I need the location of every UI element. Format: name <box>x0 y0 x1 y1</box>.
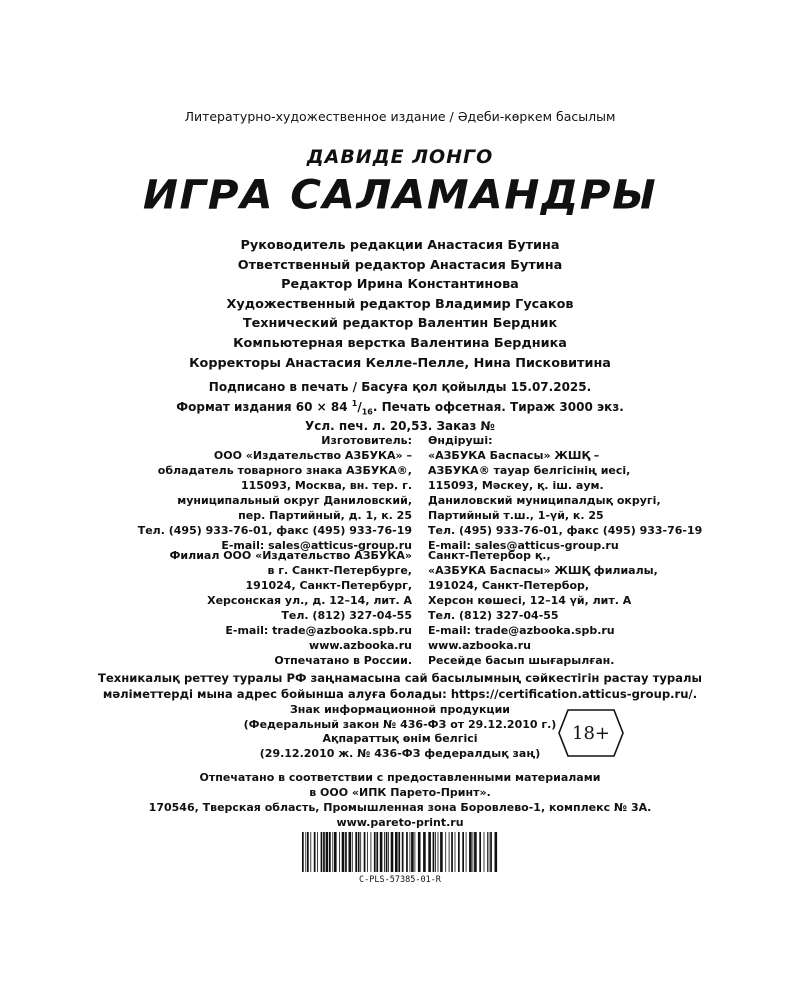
manufacturer-kz-line: Партийный т.ш., 1-үй, к. 25 <box>428 509 604 522</box>
barcode-bar <box>395 832 398 872</box>
order-line: Усл. печ. л. 20,53. Заказ № <box>305 419 495 434</box>
barcode-bar <box>380 832 383 872</box>
barcode-bar <box>384 832 385 872</box>
barcode <box>300 832 500 872</box>
barcode-bar <box>329 832 331 872</box>
info-sign-line: (29.12.2010 ж. № 436-ФЗ федералдық заң) <box>259 746 541 760</box>
signed-to-print: Подписано в печать / Басуға қол қойылды 15.07.2025. <box>208 380 592 394</box>
staff-line: Корректоры Анастасия Келле-Пелле, Нина Писковитина <box>189 355 611 371</box>
barcode-bar <box>433 832 435 872</box>
barcode-bar <box>451 832 453 872</box>
manufacturer-kz-line: Тел. (495) 933-76-01, факс (495) 933-76-19 <box>428 524 703 537</box>
barcode-bar <box>402 832 404 872</box>
branch-kz-line: Санкт-Петербор қ., <box>428 549 551 562</box>
barcode-bar <box>360 832 361 872</box>
barcode-bar <box>438 832 439 872</box>
barcode-bar <box>415 832 416 872</box>
info-product-sign <box>0 703 800 761</box>
format-line: Формат издания 60 × 84 $^1/_{16}$. Печать офсетная. Тираж 3000 экз. <box>176 398 624 416</box>
book-title: ИГРА САЛАМАНДРЫ <box>142 171 658 218</box>
manufacturer-ru-line: муниципальный округ Даниловский, <box>177 494 412 507</box>
barcode-bar <box>474 832 477 872</box>
barcode-bar <box>376 832 378 872</box>
barcode-bar <box>435 832 436 872</box>
barcode-bar <box>386 832 388 872</box>
barcode-bar <box>490 832 492 872</box>
manufacturer-ru-line: пер. Партийный, д. 1, к. 25 <box>238 509 412 522</box>
manufacturer-kz-line: Өндіруші: <box>428 434 493 447</box>
staff-line: Ответственный редактор Анастасия Бутина <box>237 257 563 273</box>
branch-ru-line: Филиал ООО «Издательство АЗБУКА» <box>169 549 412 562</box>
barcode-bar <box>458 832 460 872</box>
branch-ru-line: в г. Санкт-Петербурге, <box>267 564 412 577</box>
barcode-bar <box>484 832 485 872</box>
barcode-bar <box>445 832 446 872</box>
age-rating-badge <box>558 709 624 757</box>
info-sign-line: Знак информационной продукции <box>289 703 511 716</box>
tech-regulation-line: Техникалық реттеу туралы РФ заңнамасына сай басылымның сәйкестігін растау туралы <box>98 671 702 685</box>
branch-ru-line: Тел. (812) 327-04-55 <box>281 609 412 622</box>
barcode-bar <box>302 832 304 872</box>
barcode-bar <box>342 832 345 872</box>
barcode-bar <box>406 832 408 872</box>
barcode-bar <box>487 832 488 872</box>
barcode-bar <box>307 832 309 872</box>
barcode-bar <box>418 832 421 872</box>
format-suffix: . Печать офсетная. Тираж 3000 экз. <box>372 399 624 414</box>
manufacturer-ru-line: обладатель товарного знака АЗБУКА®, <box>157 464 412 477</box>
barcode-bar <box>440 832 443 872</box>
branch-kz <box>428 548 658 638</box>
barcode-bar <box>339 832 340 872</box>
printed-in-kz: Ресейде басып шығарылған. <box>428 654 615 667</box>
barcode-bar <box>321 832 323 872</box>
barcode-bar <box>367 832 368 872</box>
barcode-bar <box>371 832 372 872</box>
author-name: ДАВИДЕ ЛОНГО <box>306 146 494 168</box>
printer-line: www.pareto-print.ru <box>336 816 464 829</box>
barcode-bar <box>391 832 394 872</box>
manufacturer-kz-line: «АЗБУКА Баспасы» ЖШҚ – <box>428 449 600 462</box>
website-link-ru: www.azbooka.ru <box>309 639 412 652</box>
manufacturer-ru <box>138 433 412 553</box>
manufacturer-ru-line: Тел. (495) 933-76-01, факс (495) 933-76-19 <box>137 524 412 537</box>
manufacturer-ru-line: 115093, Москва, вн. тер. г. <box>240 479 412 492</box>
printed-in-ru: Отпечатано в России. <box>274 654 412 667</box>
barcode-bar <box>332 832 333 872</box>
format-numerator: 1 <box>351 398 358 408</box>
printer-line: в ООО «ИПК Парето-Принт». <box>309 786 491 799</box>
manufacturer-kz-line: 115093, Мәскеу, қ. іш. аум. <box>428 479 604 492</box>
age-rating-label: 18+ <box>572 722 610 744</box>
branch-ru-line: 191024, Санкт-Петербург, <box>245 579 412 592</box>
barcode-bar <box>469 832 472 872</box>
manufacturer-kz-line: АЗБУКА® тауар белгісінің иесі, <box>428 464 631 477</box>
branch-ru-line: E-mail: trade@azbooka.spb.ru <box>225 624 412 637</box>
barcode-bar <box>423 832 426 872</box>
barcode-bar <box>310 832 311 872</box>
barcode-bar <box>449 832 450 872</box>
barcode-bar <box>473 832 474 872</box>
barcode-bar <box>428 832 431 872</box>
barcode-bar <box>388 832 389 872</box>
web-ru <box>274 638 412 668</box>
staff-line: Художественный редактор Владимир Гусаков <box>226 296 574 312</box>
manufacturer-kz-line: E-mail: sales@atticus-group.ru <box>428 539 619 552</box>
barcode-bar <box>355 832 357 872</box>
barcode-bar <box>455 832 456 872</box>
barcode-bar <box>305 832 306 872</box>
info-sign-line: (Федеральный закон № 436-ФЗ от 29.12.2010 г.) <box>243 717 557 731</box>
barcode-bar <box>314 832 316 872</box>
branch-ru-line: Херсонская ул., д. 12–14, лит. А <box>207 594 412 607</box>
branch-kz-line: Херсон көшесі, 12–14 үй, лит. А <box>428 594 632 607</box>
info-sign-line: Ақпараттық өнім белгісі <box>322 732 478 745</box>
web-kz <box>428 638 614 668</box>
barcode-bar <box>358 832 360 872</box>
format-denominator: 16 <box>361 406 373 416</box>
barcode-bar <box>374 832 376 872</box>
manufacturer-kz <box>428 433 702 553</box>
barcode-bar <box>345 832 347 872</box>
barcode-bar <box>352 832 353 872</box>
manufacturer-kz-line: Даниловский муниципалдық округі, <box>428 494 661 507</box>
format-prefix: Формат издания 60 × 84 <box>176 399 352 414</box>
barcode-bar <box>317 832 318 872</box>
branch-kz-line: «АЗБУКА Баспасы» ЖШҚ филиалы, <box>428 564 658 577</box>
manufacturer-ru-line: ООО «Издательство АЗБУКА» – <box>213 449 412 462</box>
barcode-bar <box>466 832 467 872</box>
branch-ru <box>170 548 412 638</box>
branch-kz-line: 191024, Санкт-Петербор, <box>428 579 590 592</box>
genre-line: Литературно-художественное издание / Әдеби-көркем басылым <box>184 109 616 124</box>
printer-info <box>0 770 800 830</box>
barcode-bar <box>479 832 481 872</box>
branch-kz-line: E-mail: trade@azbooka.spb.ru <box>428 624 615 637</box>
staff-line: Редактор Ирина Константинова <box>281 277 519 293</box>
manufacturer-ru-line: E-mail: sales@atticus-group.ru <box>221 539 412 552</box>
printer-line: Отпечатано в соответствии с предоставленными материалами <box>199 771 601 784</box>
editorial-staff <box>0 236 800 373</box>
branch-kz-line: Тел. (812) 327-04-55 <box>428 609 559 622</box>
staff-line: Технический редактор Валентин Бердник <box>242 316 558 332</box>
barcode-bar <box>495 832 498 872</box>
website-link-kz: www.azbooka.ru <box>428 639 531 652</box>
barcode-bar <box>489 832 490 872</box>
staff-line: Компьютерная верстка Валентина Бердника <box>233 335 567 351</box>
barcode-number: C-PLS-57385-01-R <box>359 875 441 885</box>
barcode-bar <box>364 832 366 872</box>
barcode-bar <box>410 832 411 872</box>
barcode-bar <box>398 832 400 872</box>
barcode-bar <box>334 832 337 872</box>
barcode-bar <box>323 832 325 872</box>
manufacturer-ru-line: Изготовитель: <box>321 434 412 447</box>
staff-line: Руководитель редакции Анастасия Бутина <box>240 238 560 253</box>
tech-regulation <box>0 671 800 702</box>
barcode-bar <box>326 832 329 872</box>
print-details <box>0 380 800 435</box>
barcode-bar <box>411 832 414 872</box>
printer-line: 170546, Тверская область, Промышленная зона Боровлево-1, комплекс № 3А. <box>148 801 652 814</box>
barcode-bar <box>462 832 464 872</box>
barcode-bar <box>349 832 352 872</box>
tech-regulation-line: мәліметтерді мына адрес бойынша алуға болады: https://certification.atticus-group.ru/. <box>102 686 698 701</box>
